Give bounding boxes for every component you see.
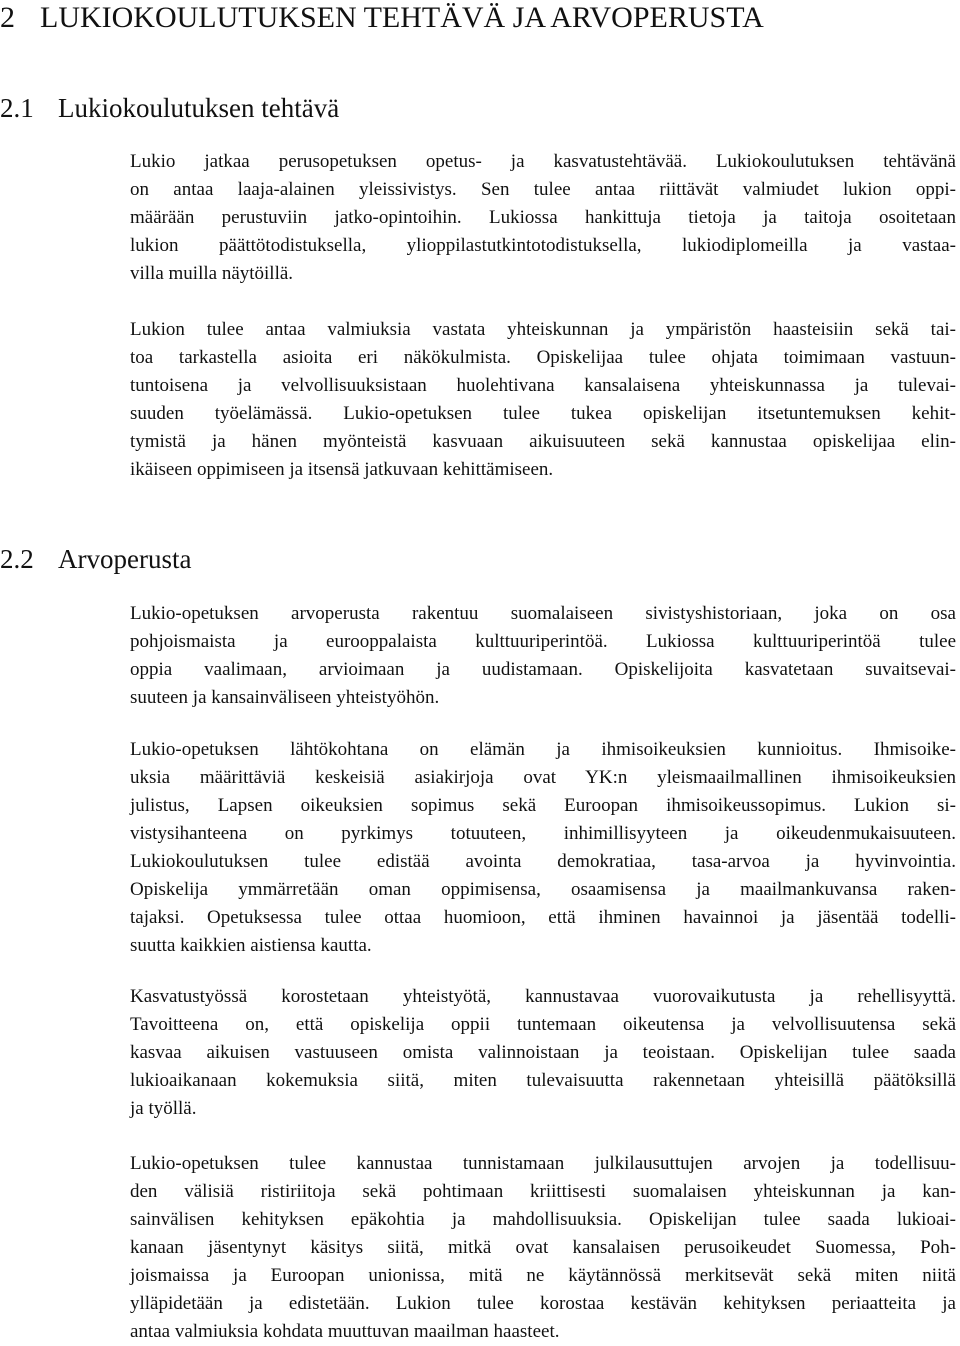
text-line: ylläpidetään ja edistetään. Lukion tulee korostaa kestävän kehityksen periaatteita ja [130, 1293, 956, 1314]
text-line: toa tarkastella asioita eri näkökulmista. Opiskelijaa tulee ohjata toimimaan vastuun- [130, 347, 956, 368]
section-number: 2.2 [0, 544, 34, 574]
text-line: Lukio-opetuksen tulee kannustaa tunnistamaan julkilausuttujen arvojen ja todellisuu- [130, 1153, 956, 1174]
text-line: vistysihanteena on pyrkimys totuuteen, inhimillisyyteen ja oikeudenmukaisuuteen. [130, 823, 956, 844]
text-line: joismaissa ja Euroopan unionissa, mitä ne käytännössä merkitsevät sekä miten niitä [130, 1265, 956, 1286]
text-line: tajaksi. Opetuksessa tulee ottaa huomioon, että ihminen havainnoi ja jäsentää todelli- [130, 907, 956, 928]
text-line: Opiskelija ymmärretään oman oppimisensa, osaamisensa ja maailmankuvansa raken- [130, 879, 956, 900]
text-line: Lukion tulee antaa valmiuksia vastata yhteiskunnan ja ympäristön haasteisiin sekä tai- [130, 319, 956, 340]
text-line: lukioaikanaan kokemuksia siitä, miten tulevaisuutta rakennetaan yhteisillä päätöksillä [130, 1070, 956, 1091]
paragraph [130, 148, 956, 288]
text-line: suuteen ja kansainväliseen yhteistyöhön. [130, 687, 440, 708]
text-line: määrään perustuviin jatko-opintoihin. Lukiossa hankittuja tietoja ja taitoja osoitetaan [130, 207, 956, 228]
paragraph [130, 316, 956, 484]
paragraph [130, 1150, 956, 1346]
text-line: tuntoisena ja velvollisuuksistaan huolehtivana kansalaisena yhteiskunnassa ja tulevai- [130, 375, 956, 396]
text-line: kasvaa aikuisen vastuuseen omista valinnoistaan ja teoistaan. Opiskelijan tulee saada [130, 1042, 956, 1063]
text-line: oppia vaalimaan, arvioimaan ja uudistamaan. Opiskelijoita kasvatetaan suvaitsevai- [130, 659, 956, 680]
text-line: suutta kaikkien aistiensa kautta. [130, 935, 372, 956]
text-line: antaa valmiuksia kohdata muuttuvan maailman haasteet. [130, 1321, 560, 1342]
chapter-number: 2 [0, 1, 15, 34]
chapter-heading [0, 0, 950, 36]
text-line: lukion päättötodistuksella, ylioppilastutkintotodistuksella, lukiodiplomeilla ja vastaa- [130, 235, 956, 256]
text-line: Lukio-opetuksen arvoperusta rakentuu suomalaiseen sivistyshistoriaan, joka on osa [130, 603, 956, 624]
chapter-title: LUKIOKOULUTUKSEN TEHTÄVÄ JA ARVOPERUSTA [40, 1, 764, 34]
text-line: uksia määrittäviä keskeisiä asiakirjoja ovat YK:n yleismaailmallinen ihmisoikeuksien [130, 767, 956, 788]
text-line: villa muilla näytöillä. [130, 263, 294, 284]
text-line: den välisiä ristiriitoja sekä pohtimaan kriittisesti suomalaisen yhteiskunnan ja kan- [130, 1181, 956, 1202]
text-line: Tavoitteena on, että opiskelija oppii tuntemaan oikeutensa ja velvollisuutensa sekä [130, 1014, 956, 1035]
text-line: julistus, Lapsen oikeuksien sopimus sekä Euroopan ihmisoikeussopimus. Lukion si- [130, 795, 956, 816]
text-line: Kasvatustyössä korostetaan yhteistyötä, kannustavaa vuorovaikutusta ja rehellisyyttä. [130, 986, 956, 1007]
paragraph [130, 736, 956, 960]
section-heading-2-1 [0, 92, 900, 124]
text-line: ikäiseen oppimiseen ja itsensä jatkuvaan kehittämiseen. [130, 459, 554, 480]
text-line: suuden työelämässä. Lukio-opetuksen tulee tukea opiskelijan itsetuntemuksen kehit- [130, 403, 956, 424]
text-line: Lukiokoulutuksen tulee edistää avointa demokratiaa, tasa-arvoa ja hyvinvointia. [130, 851, 956, 872]
text-line: Lukio jatkaa perusopetuksen opetus- ja kasvatustehtävää. Lukiokoulutuksen tehtävänä [130, 151, 956, 172]
text-line: tymistä ja hänen myönteistä kasvuaan aikuisuuteen sekä kannustaa opiskelijaa elin- [130, 431, 956, 452]
text-line: Lukio-opetuksen lähtökohtana on elämän ja ihmisoikeuksien kunnioitus. Ihmisoike- [130, 739, 956, 760]
text-line: on antaa laaja-alainen yleissivistys. Sen tulee antaa riittävät valmiudet lukion oppi- [130, 179, 956, 200]
section-number: 2.1 [0, 93, 34, 123]
section-title: Lukiokoulutuksen tehtävä [58, 93, 340, 123]
paragraph [130, 983, 956, 1123]
text-line: pohjoismaista ja eurooppalaista kulttuuriperintöä. Lukiossa kulttuuriperintöä tulee [130, 631, 956, 652]
paragraph [130, 600, 956, 712]
text-line: kanaan jäsentynyt käsitys siitä, mitkä ovat kansalaisen perusoikeudet Suomessa, Poh- [130, 1237, 956, 1258]
section-title: Arvoperusta [58, 544, 192, 574]
text-line: ja työllä. [130, 1098, 197, 1119]
section-heading-2-2 [0, 543, 900, 575]
text-line: sainvälisen kehityksen epäkohtia ja mahdollisuuksia. Opiskelijan tulee saada lukioai- [130, 1209, 956, 1230]
